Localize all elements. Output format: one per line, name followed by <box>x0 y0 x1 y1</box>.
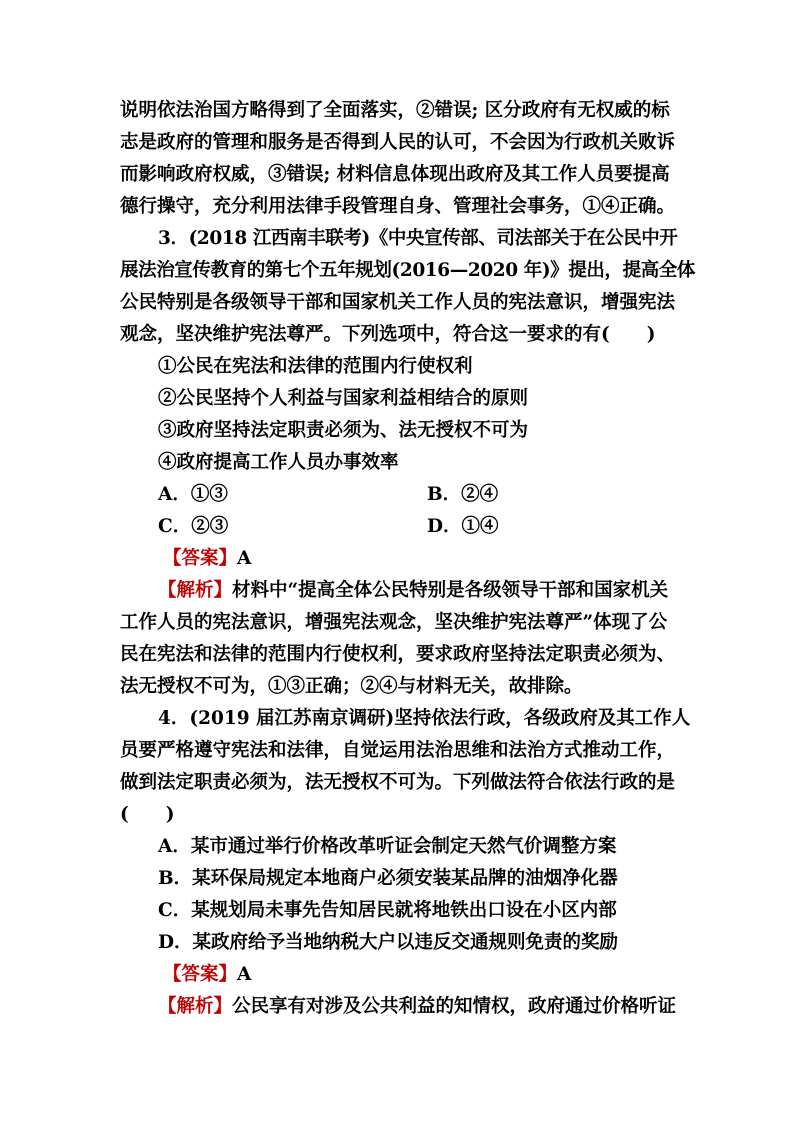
q4-analysis-text-1: 公民享有对涉及公共利益的知情权，政府通过价格听证 <box>232 996 677 1017</box>
q3-item-1: ①公民在宪法和法律的范围内行使权利 <box>158 356 473 377</box>
q4-answer <box>163 963 733 987</box>
q3-options-row-2 <box>158 515 728 539</box>
q4-stem-line-1: 4．(2019 届江苏南京调研)坚持依法行政，各级政府及其工作人 <box>158 708 691 729</box>
q3-stem-line-1: 3．(2018 江西南丰联考)《中央宣传部、司法部关于在公民中开 <box>158 228 678 249</box>
q4-stem-line-4: ( ) <box>120 804 175 825</box>
q3-option-a: A．①③ <box>158 484 228 505</box>
q3-item-3: ③政府坚持法定职责必须为、法无授权不可为 <box>158 420 529 441</box>
carry-over-line-2: 志是政府的管理和服务是否得到人民的认可，不会因为行政机关败诉 <box>120 132 676 153</box>
q3-analysis-text-1: 材料中“提高全体公民特别是各级领导干部和国家机关 <box>232 580 669 601</box>
q3-analysis-line-1 <box>158 579 690 603</box>
q4-option-d: D．某政府给予当地纳税大户以违反交通规则免责的奖励 <box>158 932 619 953</box>
carry-over-line-3: 而影响政府权威，③错误; 材料信息体现出政府及其工作人员要提高 <box>120 164 670 185</box>
q3-option-b: B．②④ <box>427 484 499 505</box>
q4-stem-line-3: 做到法定职责必须为，法无授权不可为。下列做法符合依法行政的是 <box>120 772 676 793</box>
q3-options-row-1 <box>158 483 728 507</box>
q3-option-d: D．①④ <box>427 516 499 537</box>
q3-analysis-line-3: 民在宪法和法律的范围内行使权利，要求政府坚持法定职责必须为、 <box>120 644 676 665</box>
q4-analysis-label: 【解析】 <box>158 996 233 1017</box>
carry-over-line-1: 说明依法治国方略得到了全面落实，②错误; 区分政府有无权威的标 <box>120 100 670 121</box>
q3-answer-label: 【答案】 <box>163 548 238 569</box>
q3-item-4: ④政府提高工作人员办事效率 <box>158 452 399 473</box>
q4-option-c: C．某规划局未事先告知居民就将地铁出口设在小区内部 <box>158 900 617 921</box>
q3-analysis-label: 【解析】 <box>158 580 233 601</box>
q3-stem-line-3: 公民特别是各级领导干部和国家机关工作人员的宪法意识，增强宪法 <box>120 292 676 313</box>
q4-analysis-line-1 <box>158 995 690 1019</box>
q4-option-a: A．某市通过举行价格改革听证会制定天然气价调整方案 <box>158 836 617 857</box>
q3-answer <box>163 547 733 571</box>
q3-item-2: ②公民坚持个人利益与国家利益相结合的原则 <box>158 388 529 409</box>
q4-answer-value: A <box>237 964 252 985</box>
q3-analysis-line-2: 工作人员的宪法意识，增强宪法观念，坚决维护宪法尊严”体现了公 <box>120 612 668 633</box>
q3-answer-value: A <box>237 548 252 569</box>
q3-stem-line-2: 展法治宣传教育的第七个五年规划(2016—2020 年)》提出，提高全体 <box>120 260 696 281</box>
q3-option-c: C．②③ <box>158 516 229 537</box>
q3-analysis-line-4: 法无授权不可为，①③正确；②④与材料无关，故排除。 <box>120 676 583 697</box>
q3-stem-line-4: 观念，坚决维护宪法尊严。下列选项中，符合这一要求的有( ) <box>120 324 656 345</box>
q4-stem-line-2: 员要严格遵守宪法和法律，自觉运用法治思维和法治方式推动工作， <box>120 740 676 761</box>
carry-over-line-4: 德行操守，充分利用法律手段管理自身、管理社会事务，①④正确。 <box>120 196 676 217</box>
q4-option-b: B．某环保局规定本地商户必须安装某品牌的油烟净化器 <box>158 868 618 889</box>
q4-answer-label: 【答案】 <box>163 964 238 985</box>
